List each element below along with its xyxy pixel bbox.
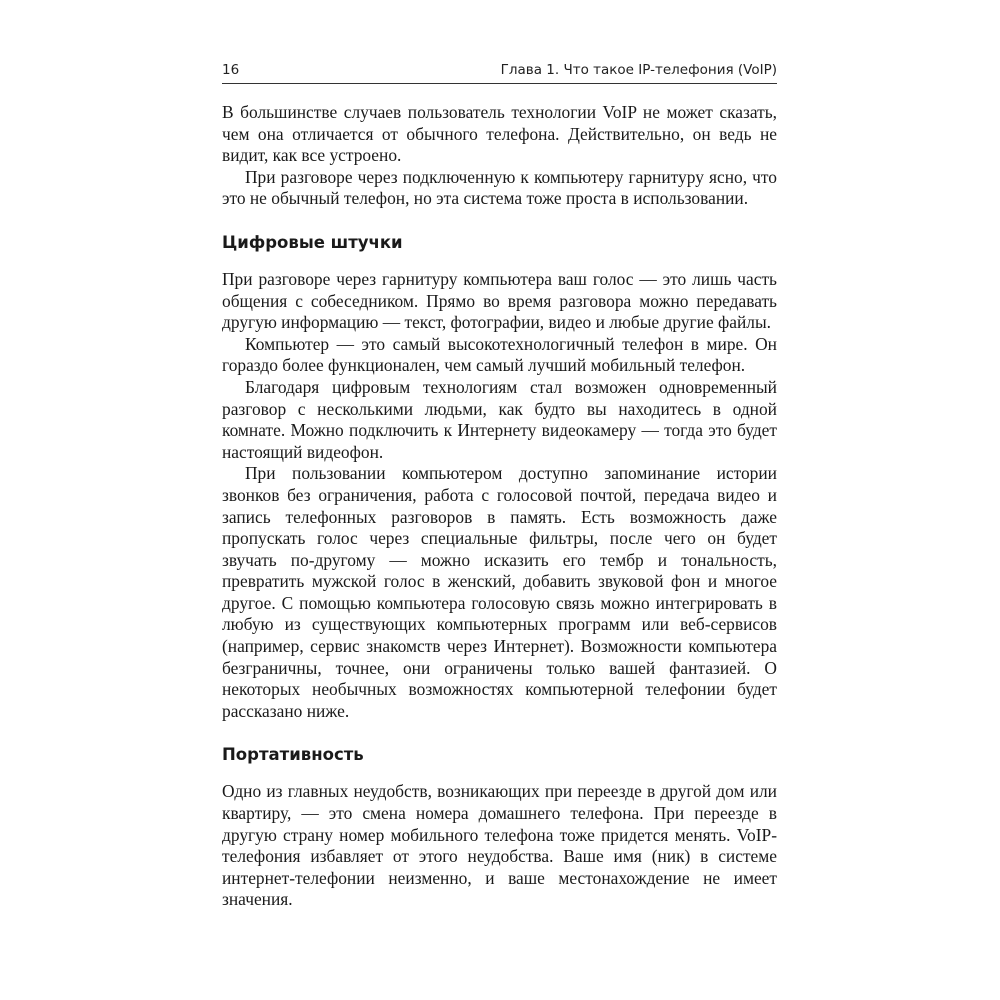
- paragraph: При пользовании компьютером доступно запоминание истории звонков без ограничения, работа с голосовой почтой, передача видео и запись телефонных разговоров в память. Есть возможность даже пропускать голос через специальные фильтры, после чего он будет звучать по-другому — можно исказить его тембр и тональность, превратить мужской голос в женский, добавить звуковой фон и многое другое. С помощью компьютера голосовую связь можно интегрировать в любую из существующих компьютерных программ или веб-сервисов (например, сервис знакомств через Интернет). Возможности компьютера безграничны, точнее, они ограничены только вашей фантазией. О некоторых необычных возможностях компьютерной телефонии будет рассказано ниже.: [222, 463, 777, 721]
- paragraph: Компьютер — это самый высокотехнологичный телефон в мире. Он гораздо более функционален, чем самый лучший мобильный телефон.: [222, 333, 777, 376]
- book-page: [222, 62, 777, 911]
- page-number: 16: [222, 62, 240, 78]
- paragraph: Благодаря цифровым технологиям стал возможен одновременный разговор с несколькими людьми, как будто вы находитесь в одной комнате. Можно подключить к Интернету видеокамеру — тогда это будет настоящий видеофон.: [222, 376, 777, 462]
- chapter-title: Глава 1. Что такое IP-телефония (VoIP): [500, 62, 777, 78]
- paragraph: Одно из главных неудобств, возникающих при переезде в другой дом или квартиру, — это смена номера домашнего телефона. При переезде в другую страну номер мобильного телефона тоже придется менять. VoIP-телефония избавляет от этого неудобства. Ваше имя (ник) в системе интернет-телефонии неизменно, и ваше местонахождение не имеет значения.: [222, 781, 777, 910]
- paragraph: При разговоре через подключенную к компьютеру гарнитуру ясно, что это не обычный телефон, но эта система тоже проста в использовании.: [222, 166, 777, 209]
- running-head: [222, 62, 777, 84]
- paragraph: При разговоре через гарнитуру компьютера ваш голос — это лишь часть общения с собеседником. Прямо во время разговора можно передавать другую информацию — текст, фотографии, видео и любые другие файлы.: [222, 268, 777, 333]
- section-heading-portability: Портативность: [222, 745, 364, 765]
- body-text: [222, 102, 777, 911]
- section-heading-digital: Цифровые штучки: [222, 232, 403, 252]
- paragraph: В большинстве случаев пользователь технологии VoIP не может сказать, чем она отличается от обычного телефона. Действительно, он ведь не видит, как все устроено.: [222, 102, 777, 166]
